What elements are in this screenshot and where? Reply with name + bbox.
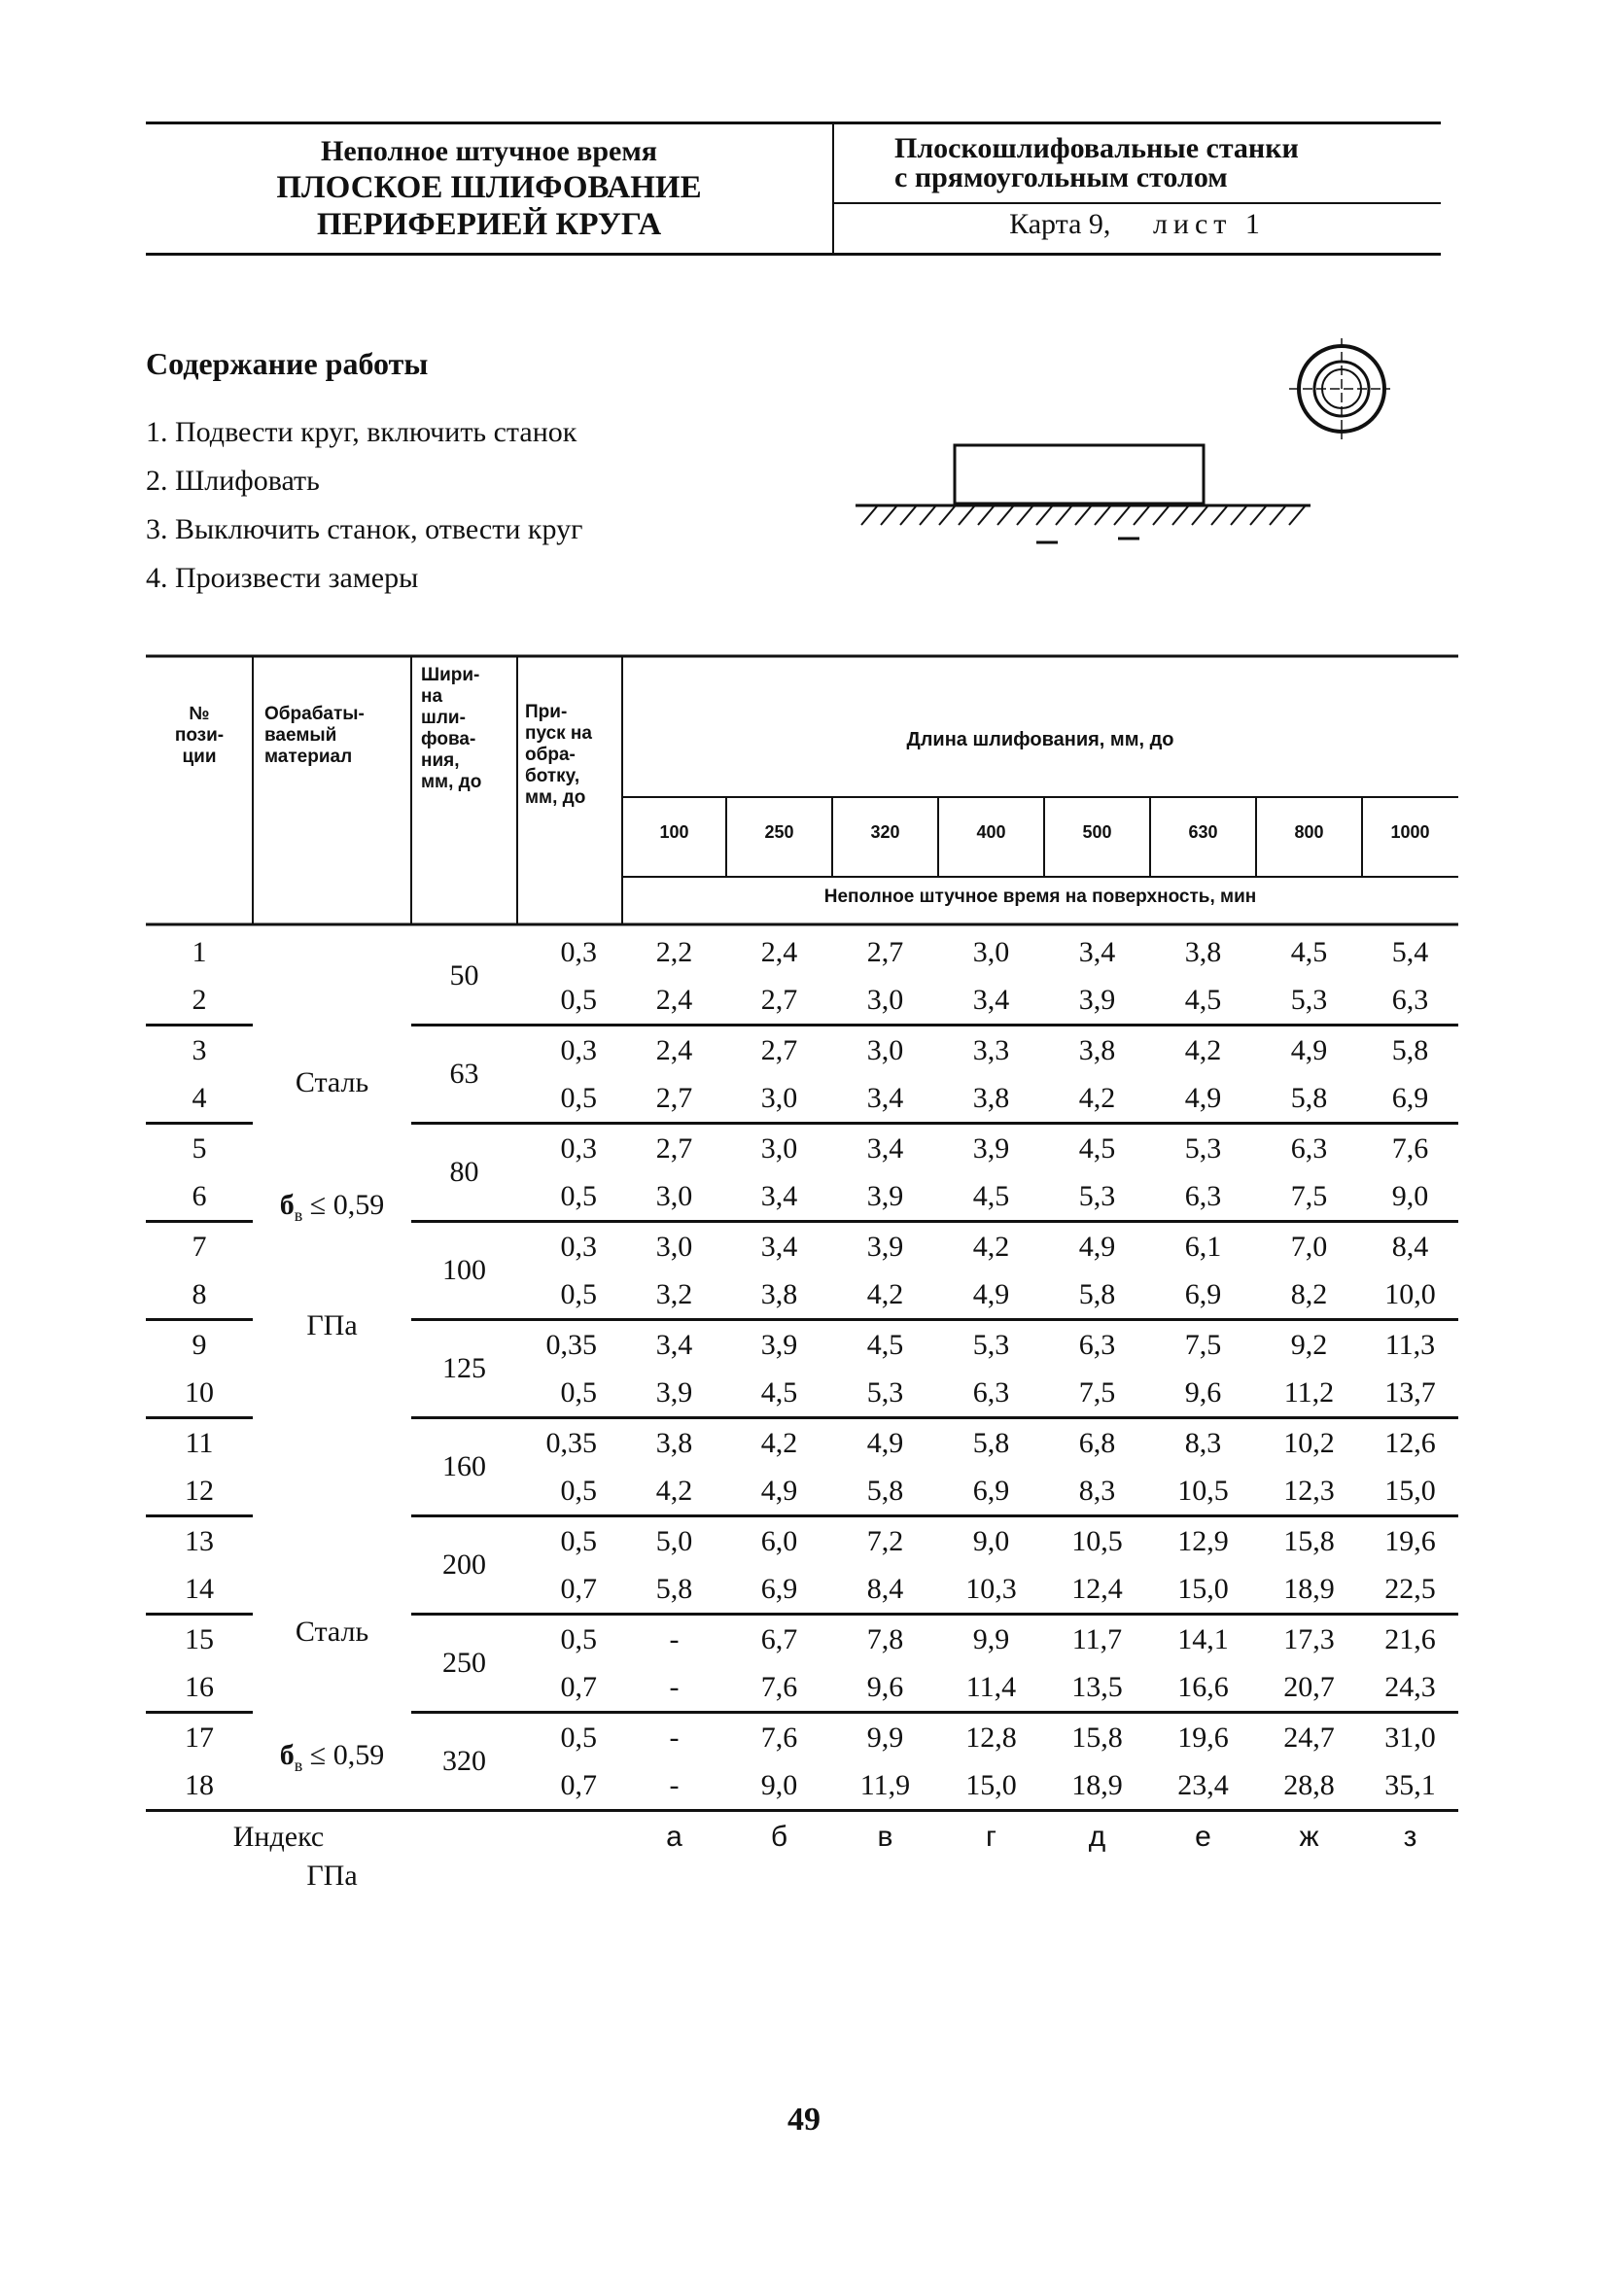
time-value-cell: 5,8 xyxy=(655,1572,693,1605)
time-value-cell: 3,9 xyxy=(938,1124,1044,1173)
card-label: Карта 9, xyxy=(1009,208,1111,240)
time-value-cell: 4,2 xyxy=(938,1222,1044,1271)
time-value-cell: 10,5 xyxy=(1177,1474,1229,1507)
time-value-cell: 3,0 xyxy=(760,1081,798,1114)
length-value: 400 xyxy=(976,822,1006,842)
work-step: 1. Подвести круг, включить станок xyxy=(146,416,577,448)
time-value-cell: 3,4 xyxy=(1078,935,1116,968)
time-value-cell: 9,0 xyxy=(938,1516,1044,1566)
allowance-cell: 0,5 xyxy=(560,1474,597,1507)
time-value-cell: 3,4 xyxy=(622,1320,726,1370)
time-value-cell: 8,3 xyxy=(1150,1418,1256,1468)
col-header-length-title: Длина шлифования, мм, до xyxy=(906,729,1174,750)
col-header-time-subtitle: Неполное штучное время на поверхность, мин xyxy=(823,887,1257,907)
allowance-cell: 0,5 xyxy=(517,1713,622,1762)
time-value-cell: 3,9 xyxy=(832,1222,938,1271)
work-content-title: Содержание работы xyxy=(146,346,429,381)
time-value-cell: 7,5 xyxy=(1150,1320,1256,1370)
width-cell: 320 xyxy=(411,1713,517,1811)
time-value-cell: - xyxy=(669,1670,680,1703)
position-number-cell: 12 xyxy=(185,1474,214,1507)
col-header-allowance-line: мм, до xyxy=(525,787,586,808)
table-motion-arrow-icon xyxy=(1036,539,1139,542)
col-header-material xyxy=(253,704,411,768)
time-value-cell: 4,5 xyxy=(832,1320,938,1370)
work-step: 3. Выключить станок, отвести круг xyxy=(146,513,583,545)
index-letter: з xyxy=(1362,1811,1458,1863)
position-number-cell: 5 xyxy=(146,1124,253,1173)
length-value: 630 xyxy=(1188,822,1218,842)
col-header-allowance xyxy=(517,702,622,809)
index-letter: а xyxy=(622,1811,726,1863)
time-value-cell: 12,6 xyxy=(1362,1418,1458,1468)
material-labels xyxy=(253,928,411,1998)
col-header-width-line: мм, до xyxy=(421,772,482,792)
card-number xyxy=(834,208,1441,241)
time-value-cell: 3,9 xyxy=(655,1375,693,1409)
time-value-cell: 21,6 xyxy=(1362,1615,1458,1664)
header-title-block xyxy=(146,124,832,253)
time-value-cell: 6,1 xyxy=(1150,1222,1256,1271)
time-value-cell: 9,9 xyxy=(938,1615,1044,1664)
time-value-cell: 3,4 xyxy=(866,1081,904,1114)
allowance-cell: 0,3 xyxy=(517,1026,622,1075)
index-letter: в xyxy=(832,1811,938,1863)
time-value-cell: 7,6 xyxy=(760,1670,798,1703)
time-value-cell: 3,2 xyxy=(655,1277,693,1310)
time-value-cell: 8,4 xyxy=(1362,1222,1458,1271)
work-step: 2. Шлифовать xyxy=(146,465,320,497)
col-header-material-line: Обрабаты- xyxy=(264,704,365,724)
allowance-cell: 0,5 xyxy=(517,1615,622,1664)
width-cell: 125 xyxy=(411,1320,517,1418)
card-header xyxy=(146,122,1441,256)
position-number-cell: 7 xyxy=(146,1222,253,1271)
length-value: 250 xyxy=(764,822,794,842)
position-number-cell: 14 xyxy=(185,1572,214,1605)
material-strength-label xyxy=(253,1739,411,1776)
allowance-cell: 0,35 xyxy=(517,1320,622,1370)
sheet-label: лист 1 xyxy=(1152,208,1266,240)
time-value-cell: 4,9 xyxy=(1184,1081,1222,1114)
time-value-cell: 4,5 xyxy=(972,1179,1010,1212)
position-number-cell: 15 xyxy=(146,1615,253,1664)
time-value-cell: 3,4 xyxy=(972,983,1010,1016)
sigma-symbol: б xyxy=(279,1189,295,1221)
time-value-cell: 15,8 xyxy=(1044,1713,1150,1762)
col-header-position xyxy=(146,704,253,768)
time-table-body xyxy=(146,928,1458,1892)
col-header-width-line: ния, xyxy=(421,750,460,771)
header-right-divider xyxy=(834,202,1441,204)
time-value-cell: 5,3 xyxy=(1078,1179,1116,1212)
col-header-allowance-line: обра- xyxy=(525,745,576,765)
time-value-cell: 3,4 xyxy=(726,1222,832,1271)
time-value-cell: 10,0 xyxy=(1384,1277,1436,1310)
time-value-cell: 6,3 xyxy=(1184,1179,1222,1212)
time-value-cell: 10,3 xyxy=(965,1572,1017,1605)
time-value-cell: 7,2 xyxy=(832,1516,938,1566)
allowance-cell: 0,5 xyxy=(560,1081,597,1114)
time-value-cell: 3,8 xyxy=(1184,935,1222,968)
time-value-cell: 22,5 xyxy=(1384,1572,1436,1605)
time-value-cell: 6,3 xyxy=(1391,983,1429,1016)
allowance-cell: 0,7 xyxy=(560,1670,597,1703)
time-value-cell: 19,6 xyxy=(1362,1516,1458,1566)
allowance-cell: 0,3 xyxy=(560,935,597,968)
time-value-cell: 9,6 xyxy=(1184,1375,1222,1409)
time-value-cell: 5,3 xyxy=(938,1320,1044,1370)
time-value-cell: 4,5 xyxy=(1290,935,1328,968)
machine-type-line2: с прямоугольным столом xyxy=(894,161,1228,193)
time-value-cell: 8,4 xyxy=(866,1572,904,1605)
strength-value: ≤ 0,59 xyxy=(302,1189,385,1221)
position-number-cell: 17 xyxy=(146,1713,253,1762)
header-subtitle: Неполное штучное время xyxy=(320,135,658,167)
time-value-cell: 6,7 xyxy=(726,1615,832,1664)
time-value-cell: 12,3 xyxy=(1283,1474,1335,1507)
time-value-cell: 9,9 xyxy=(832,1713,938,1762)
index-letter: б xyxy=(726,1811,832,1863)
time-value-cell: 5,4 xyxy=(1391,935,1429,968)
index-letter: ж xyxy=(1256,1811,1362,1863)
time-value-cell: 6,9 xyxy=(972,1474,1010,1507)
time-value-cell: 3,0 xyxy=(832,1026,938,1075)
time-value-cell: 9,0 xyxy=(1391,1179,1429,1212)
time-value-cell: 3,9 xyxy=(866,1179,904,1212)
col-header-allowance-line: При- xyxy=(525,702,568,722)
header-machine-block xyxy=(834,124,1441,253)
time-value-cell: 8,3 xyxy=(1078,1474,1116,1507)
machine-type-line1: Плоскошлифовальные станки xyxy=(894,132,1299,164)
time-value-cell: 3,8 xyxy=(1044,1026,1150,1075)
time-value-cell: 11,9 xyxy=(859,1768,911,1801)
time-value-cell: 4,5 xyxy=(760,1375,798,1409)
time-value-cell: 3,3 xyxy=(938,1026,1044,1075)
time-value-cell: 6,0 xyxy=(726,1516,832,1566)
time-value-cell: 4,9 xyxy=(1044,1222,1150,1271)
length-value: 1000 xyxy=(1390,822,1430,842)
time-value-cell: 4,2 xyxy=(726,1418,832,1468)
time-value-cell: - xyxy=(669,1768,680,1801)
allowance-cell: 0,5 xyxy=(560,1277,597,1310)
grinding-sketch xyxy=(846,330,1390,583)
time-value-cell: 17,3 xyxy=(1256,1615,1362,1664)
index-empty-cell xyxy=(517,1811,622,1863)
col-header-width-line: фова- xyxy=(421,729,476,749)
index-empty-cell xyxy=(411,1811,517,1863)
col-header-position-line: пози- xyxy=(174,725,225,746)
time-value-cell: 10,5 xyxy=(1044,1516,1150,1566)
time-value-cell: 7,5 xyxy=(1078,1375,1116,1409)
time-value-cell: 3,0 xyxy=(622,1222,726,1271)
time-value-cell: 13,7 xyxy=(1384,1375,1436,1409)
time-value-cell: 7,6 xyxy=(726,1713,832,1762)
time-value-cell: 14,1 xyxy=(1150,1615,1256,1664)
header-title-line2: ПЕРИФЕРИЕЙ КРУГА xyxy=(316,207,662,242)
index-label: Индекс xyxy=(146,1811,411,1863)
time-value-cell: 20,7 xyxy=(1283,1670,1335,1703)
time-value-cell: 2,4 xyxy=(760,935,798,968)
time-value-cell: 6,9 xyxy=(760,1572,798,1605)
time-value-cell: 24,3 xyxy=(1384,1670,1436,1703)
allowance-cell: 0,5 xyxy=(560,1179,597,1212)
time-value-cell: 9,6 xyxy=(866,1670,904,1703)
width-cell: 160 xyxy=(411,1418,517,1516)
work-steps-list xyxy=(146,408,582,603)
time-value-cell: 5,8 xyxy=(866,1474,904,1507)
position-number-cell: 13 xyxy=(146,1516,253,1566)
width-cell: 250 xyxy=(411,1615,517,1713)
time-value-cell: 3,8 xyxy=(760,1277,798,1310)
time-value-cell: 6,8 xyxy=(1044,1418,1150,1468)
time-value-cell: 9,0 xyxy=(760,1768,798,1801)
page-number: 49 xyxy=(787,2102,821,2138)
col-header-position-line: ции xyxy=(182,747,217,767)
position-number-cell: 11 xyxy=(146,1418,253,1468)
strength-value: ≤ 0,59 xyxy=(302,1739,385,1771)
index-letter: е xyxy=(1150,1811,1256,1863)
time-value-cell: 3,9 xyxy=(1078,983,1116,1016)
length-value: 100 xyxy=(659,822,689,842)
time-value-cell: 15,8 xyxy=(1256,1516,1362,1566)
time-value-cell: 5,8 xyxy=(1362,1026,1458,1075)
time-value-cell: 15,0 xyxy=(1384,1474,1436,1507)
time-value-cell: 3,4 xyxy=(832,1124,938,1173)
time-value-cell: 6,9 xyxy=(1184,1277,1222,1310)
time-value-cell: 7,6 xyxy=(1362,1124,1458,1173)
time-value-cell: - xyxy=(622,1713,726,1762)
time-value-cell: 5,3 xyxy=(866,1375,904,1409)
machine-type xyxy=(834,124,1441,198)
time-value-cell: 31,0 xyxy=(1362,1713,1458,1762)
position-number-cell: 3 xyxy=(146,1026,253,1075)
time-value-cell: 3,4 xyxy=(760,1179,798,1212)
time-value-cell: 3,0 xyxy=(726,1124,832,1173)
time-value-cell: 28,8 xyxy=(1283,1768,1335,1801)
time-value-cell: 11,7 xyxy=(1044,1615,1150,1664)
time-value-cell: 3,8 xyxy=(622,1418,726,1468)
position-number-cell: 6 xyxy=(192,1179,207,1212)
header-title-line1: ПЛОСКОЕ ШЛИФОВАНИЕ xyxy=(276,170,702,205)
time-value-cell: 4,2 xyxy=(866,1277,904,1310)
time-value-cell: 2,7 xyxy=(760,983,798,1016)
time-value-cell: 12,8 xyxy=(938,1713,1044,1762)
material-steel-label: Сталь xyxy=(295,1616,369,1648)
length-value: 320 xyxy=(870,822,900,842)
time-value-cell: 35,1 xyxy=(1384,1768,1436,1801)
time-value-cell: 19,6 xyxy=(1150,1713,1256,1762)
time-value-cell: 4,5 xyxy=(1044,1124,1150,1173)
width-cell: 63 xyxy=(411,1026,517,1124)
col-header-material-line: материал xyxy=(264,747,353,767)
time-value-cell: 15,0 xyxy=(1177,1572,1229,1605)
allowance-cell: 0,5 xyxy=(560,1375,597,1409)
time-value-cell: 9,2 xyxy=(1256,1320,1362,1370)
time-value-cell: 2,2 xyxy=(655,935,693,968)
length-value: 500 xyxy=(1082,822,1112,842)
time-value-cell: 5,3 xyxy=(1290,983,1328,1016)
time-value-cell: 4,2 xyxy=(655,1474,693,1507)
time-value-cell: 5,8 xyxy=(1078,1277,1116,1310)
material-strength-label xyxy=(253,1189,411,1226)
time-value-cell: 11,3 xyxy=(1362,1320,1458,1370)
index-letter: г xyxy=(938,1811,1044,1863)
allowance-cell: 0,7 xyxy=(560,1768,597,1801)
position-number-cell: 4 xyxy=(192,1081,207,1114)
time-value-cell: 12,4 xyxy=(1071,1572,1123,1605)
time-value-cell: 3,0 xyxy=(972,935,1010,968)
col-header-width xyxy=(411,665,517,793)
col-header-width-line: шли- xyxy=(421,708,466,728)
position-number-cell: 2 xyxy=(192,983,207,1016)
time-value-cell: 4,2 xyxy=(1150,1026,1256,1075)
time-value-cell: 11,2 xyxy=(1283,1375,1335,1409)
work-step: 4. Произвести замеры xyxy=(146,562,419,594)
col-header-allowance-line: ботку, xyxy=(525,766,580,786)
col-header-allowance-line: пуск на xyxy=(525,723,592,744)
material-unit-label: ГПа xyxy=(306,1309,358,1341)
allowance-cell: 0,7 xyxy=(560,1572,597,1605)
time-value-cell: 2,4 xyxy=(622,1026,726,1075)
time-value-cell: 3,0 xyxy=(655,1179,693,1212)
hatching-pattern xyxy=(861,506,1305,525)
time-value-cell: 10,2 xyxy=(1256,1418,1362,1468)
time-value-cell: 5,0 xyxy=(622,1516,726,1566)
time-value-cell: 3,8 xyxy=(972,1081,1010,1114)
time-value-cell: 4,9 xyxy=(760,1474,798,1507)
time-value-cell: 5,3 xyxy=(1150,1124,1256,1173)
time-value-cell: 15,0 xyxy=(965,1768,1017,1801)
time-value-cell: 7,8 xyxy=(832,1615,938,1664)
time-value-cell: 18,9 xyxy=(1071,1768,1123,1801)
allowance-cell: 0,3 xyxy=(517,1222,622,1271)
time-value-cell: 5,8 xyxy=(938,1418,1044,1468)
allowance-cell: 0,5 xyxy=(560,983,597,1016)
time-value-cell: 6,3 xyxy=(972,1375,1010,1409)
col-header-width-line: на xyxy=(421,686,443,707)
position-number-cell: 1 xyxy=(192,935,207,968)
width-cell: 80 xyxy=(411,1124,517,1222)
time-value-cell: 6,3 xyxy=(1044,1320,1150,1370)
time-value-cell: 18,9 xyxy=(1283,1572,1335,1605)
time-value-cell: 13,5 xyxy=(1071,1670,1123,1703)
time-value-cell: 2,7 xyxy=(726,1026,832,1075)
time-value-cell: 2,4 xyxy=(655,983,693,1016)
sigma-symbol: б xyxy=(279,1739,295,1771)
time-value-cell: 16,6 xyxy=(1177,1670,1229,1703)
col-header-position-line: № xyxy=(189,704,210,724)
time-value-cell: 5,8 xyxy=(1290,1081,1328,1114)
position-number-cell: 10 xyxy=(185,1375,214,1409)
position-number-cell: 16 xyxy=(185,1670,214,1703)
grinding-wheel-icon xyxy=(1289,338,1390,439)
material-unit-label: ГПа xyxy=(306,1860,358,1892)
position-number-cell: 8 xyxy=(192,1277,207,1310)
time-value-cell: 2,7 xyxy=(655,1081,693,1114)
time-value-cell: 7,5 xyxy=(1290,1179,1328,1212)
time-value-cell: 6,3 xyxy=(1256,1124,1362,1173)
time-value-cell: 3,0 xyxy=(866,983,904,1016)
workpiece-shape xyxy=(955,445,1204,504)
allowance-cell: 0,5 xyxy=(517,1516,622,1566)
length-value-cells xyxy=(622,809,1458,867)
width-cell: 50 xyxy=(449,959,479,991)
width-cell: 200 xyxy=(411,1516,517,1615)
allowance-cell: 0,3 xyxy=(517,1124,622,1173)
col-header-width-line: Шири- xyxy=(421,665,480,685)
width-cell: 100 xyxy=(411,1222,517,1320)
sigma-subscript: в xyxy=(294,1756,303,1775)
time-value-cell: 8,2 xyxy=(1290,1277,1328,1310)
material-steel-label: Сталь xyxy=(295,1066,369,1098)
time-value-cell: - xyxy=(622,1615,726,1664)
position-number-cell: 18 xyxy=(185,1768,214,1801)
time-value-cell: 2,7 xyxy=(866,935,904,968)
time-value-cell: 3,9 xyxy=(726,1320,832,1370)
time-value-cell: 6,9 xyxy=(1391,1081,1429,1114)
sigma-subscript: в xyxy=(294,1205,303,1225)
time-value-cell: 2,7 xyxy=(622,1124,726,1173)
time-value-cell: 4,9 xyxy=(1256,1026,1362,1075)
time-value-cell: 4,5 xyxy=(1184,983,1222,1016)
time-value-cell: 4,9 xyxy=(832,1418,938,1468)
position-number-cell: 9 xyxy=(146,1320,253,1370)
index-letter: д xyxy=(1044,1811,1150,1863)
time-value-cell: 4,9 xyxy=(972,1277,1010,1310)
time-value-cell: 24,7 xyxy=(1256,1713,1362,1762)
time-value-cell: 12,9 xyxy=(1150,1516,1256,1566)
time-value-cell: 11,4 xyxy=(965,1670,1017,1703)
allowance-cell: 0,35 xyxy=(517,1418,622,1468)
length-value: 800 xyxy=(1294,822,1324,842)
col-header-material-line: ваемый xyxy=(264,725,337,746)
time-value-cell: 23,4 xyxy=(1177,1768,1229,1801)
time-value-cell: 4,2 xyxy=(1078,1081,1116,1114)
time-value-cell: 7,0 xyxy=(1256,1222,1362,1271)
